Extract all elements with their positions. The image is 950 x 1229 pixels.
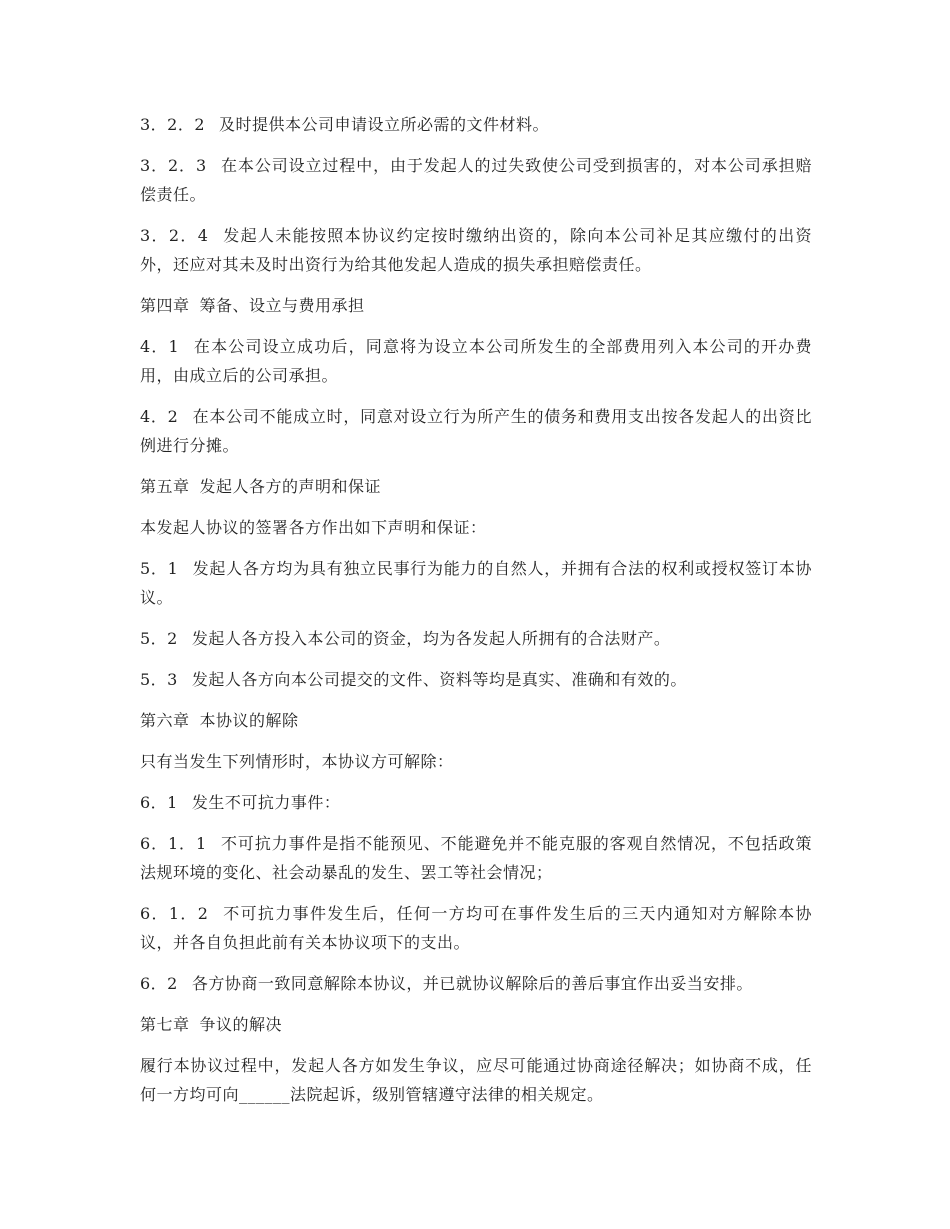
clause-number: 6．1．2 [140,904,209,923]
paragraph-text: 履行本协议过程中，发起人各方如发生争议，应尽可能通过协商途径解决；如协商不成，任何一方均可向______法院起诉，级别管辖遵守法律的相关规定。 [140,1056,812,1104]
clause-5-3 [140,665,812,694]
clause-number: 6．1 [140,793,178,812]
clause-5-1 [140,554,812,612]
clause-text: 发起人各方向本公司提交的文件、资料等均是真实、准确和有效的。 [191,670,687,689]
clause-4-2 [140,402,812,460]
clause-number: 3．2．2 [140,115,206,134]
clause-number: 4．1 [140,337,180,356]
clause-3-2-4 [140,221,812,279]
clause-6-2 [140,969,812,998]
clause-number: 3．2．4 [140,226,209,245]
clause-number: 5．3 [140,670,178,689]
clause-6-1-1 [140,829,812,887]
clause-text: 在本公司不能成立时，同意对设立行为所产生的债务和费用支出按各发起人的出资比例进行分摊。 [140,407,812,455]
paragraph-text: 只有当发生下列情形时，本协议方可解除： [140,752,454,771]
chapter-title: 争议的解决 [199,1015,283,1034]
chapter-5-heading [140,472,812,501]
paragraph-text: 本发起人协议的签署各方作出如下声明和保证： [140,518,487,537]
chapter-title: 筹备、设立与费用承担 [199,296,365,315]
clause-number: 4．2 [140,407,179,426]
clause-text: 不可抗力事件发生后，任何一方均可在事件发生后的三天内通知对方解除本协议，并各自负担此前有关本协议项下的支出。 [140,904,812,952]
clause-number: 6．2 [140,974,178,993]
chapter-title: 本协议的解除 [199,711,299,730]
clause-text: 发起人未能按照本协议约定按时缴纳出资的，除向本公司补足其应缴付的出资外，还应对其未及时出资行为给其他发起人造成的损失承担赔偿责任。 [140,226,812,274]
clause-text: 及时提供本公司申请设立所必需的文件材料。 [219,115,550,134]
chapter-7-heading [140,1010,812,1039]
clause-5-2 [140,624,812,653]
chapter-5-intro [140,513,812,542]
clause-text: 各方协商一致同意解除本协议，并已就协议解除后的善后事宜作出妥当安排。 [191,974,753,993]
clause-text: 发起人各方投入本公司的资金，均为各发起人所拥有的合法财产。 [191,629,671,648]
chapter-number: 第五章 [140,477,190,496]
clause-text: 发生不可抗力事件： [191,793,341,812]
clause-number: 3．2．3 [140,156,207,175]
chapter-6-intro [140,747,812,776]
clause-6-1-2 [140,899,812,957]
chapter-6-heading [140,706,812,735]
clause-3-2-3 [140,151,812,209]
clause-text: 在本公司设立过程中，由于发起人的过失致使公司受到损害的，对本公司承担赔偿责任。 [140,156,812,204]
clause-text: 发起人各方均为具有独立民事行为能力的自然人，并拥有合法的权利或授权签订本协议。 [140,559,812,607]
chapter-number: 第六章 [140,711,190,730]
clause-text: 不可抗力事件是指不能预见、不能避免并不能克服的客观自然情况，不包括政策法规环境的变化、社会动暴乱的发生、罢工等社会情况； [140,834,812,882]
clause-6-1 [140,788,812,817]
chapter-number: 第七章 [140,1015,190,1034]
chapter-title: 发起人各方的声明和保证 [199,477,382,496]
clause-number: 6．1．1 [140,834,207,853]
clause-text: 在本公司设立成功后，同意将为设立本公司所发生的全部费用列入本公司的开办费用，由成立后的公司承担。 [140,337,812,385]
chapter-4-heading [140,291,812,320]
clause-number: 5．2 [140,629,178,648]
chapter-number: 第四章 [140,296,190,315]
clause-3-2-2 [140,110,812,139]
chapter-7-body [140,1051,812,1109]
clause-number: 5．1 [140,559,179,578]
document-page [140,110,812,1121]
clause-4-1 [140,332,812,390]
